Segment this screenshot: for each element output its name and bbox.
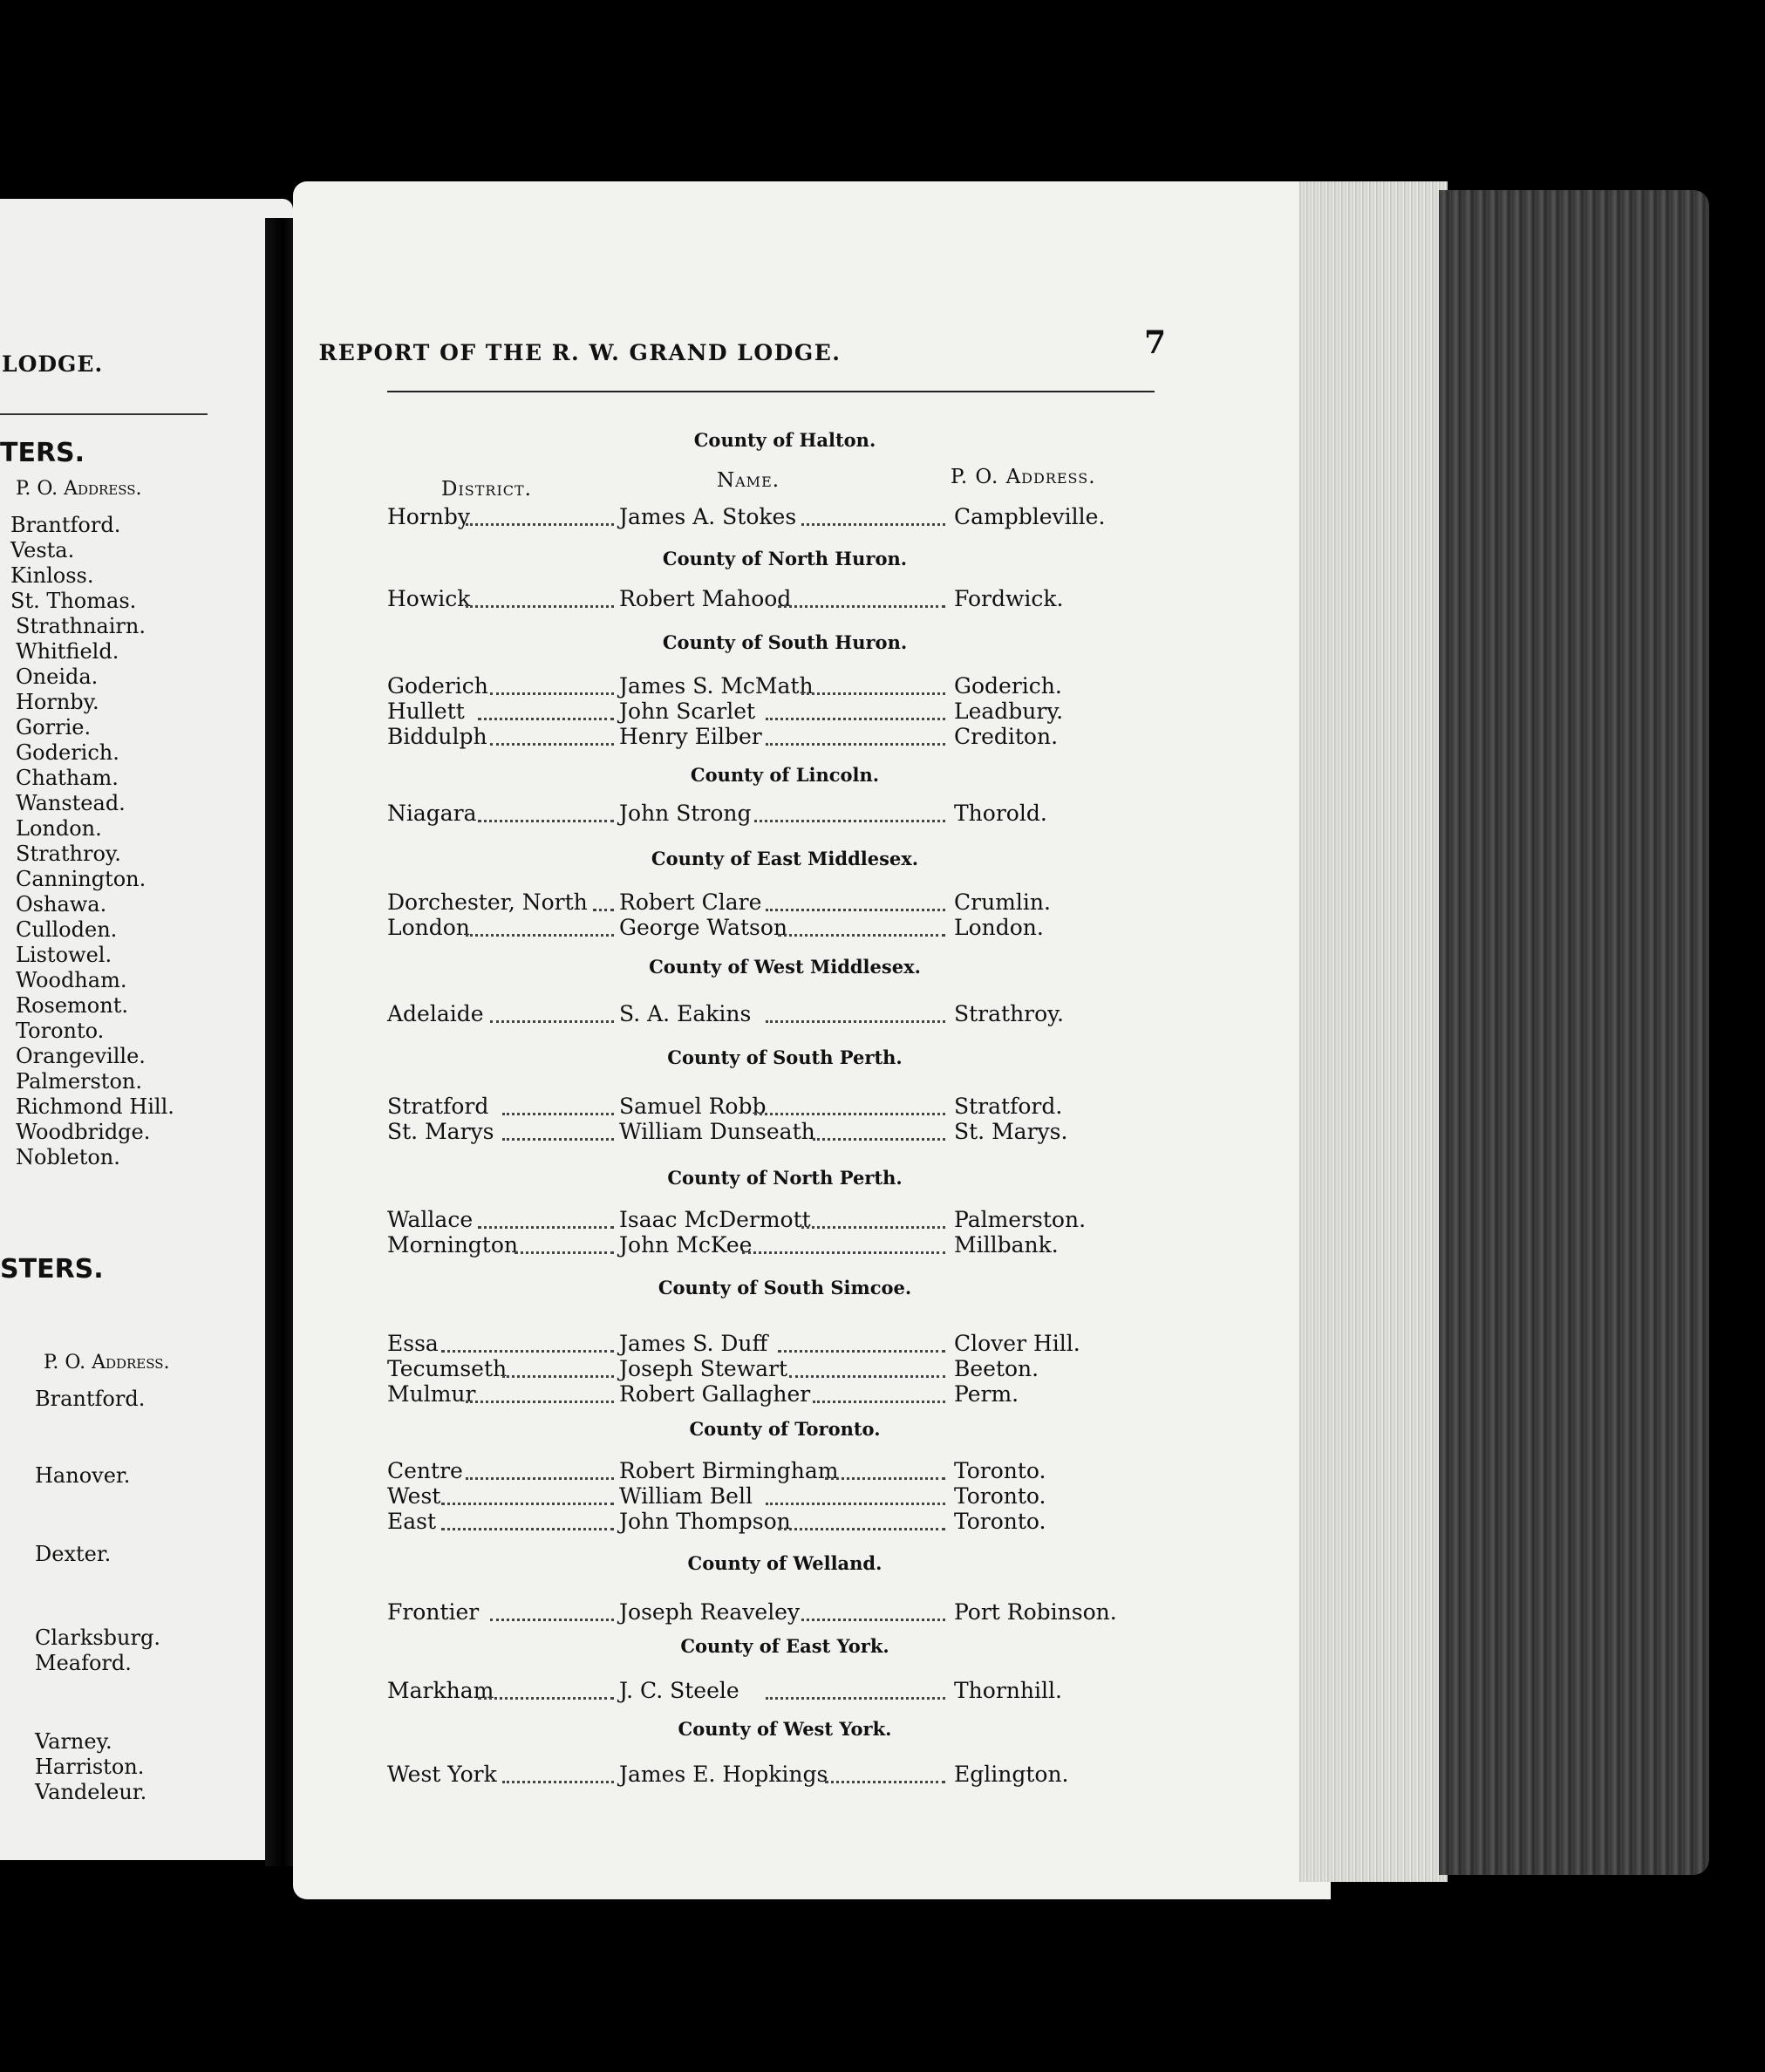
dot-leader: [478, 820, 614, 822]
district-cell: Tecumseth: [387, 1356, 508, 1381]
previous-page-running-head: LODGE.: [2, 351, 104, 377]
previous-page-address: St. Thomas.: [10, 589, 137, 613]
address-cell: Beeton.: [954, 1356, 1039, 1381]
county-heading: County of Halton.: [693, 429, 876, 451]
dot-leader: [502, 1781, 614, 1783]
district-cell: Frontier: [387, 1599, 480, 1625]
dot-leader: [441, 1503, 614, 1505]
address-cell: Thorold.: [954, 801, 1047, 826]
district-cell: Biddulph: [387, 724, 487, 749]
dot-leader: [813, 1401, 945, 1403]
district-cell: Mulmur: [387, 1381, 476, 1407]
dot-leader: [490, 743, 614, 746]
district-cell: West: [387, 1483, 441, 1509]
district-cell: Mornington: [387, 1232, 518, 1258]
district-cell: Essa: [387, 1331, 439, 1356]
previous-page-address: Cannington.: [16, 867, 147, 891]
address-cell: Crumlin.: [954, 889, 1051, 915]
name-cell: John McKee: [619, 1232, 753, 1258]
dot-leader: [801, 1619, 946, 1621]
county-heading: County of East Middlesex.: [651, 848, 919, 869]
address-cell: Palmerston.: [954, 1207, 1087, 1232]
district-cell: Markham: [387, 1678, 494, 1703]
previous-page-address: Hanover.: [35, 1463, 131, 1488]
district-cell: London: [387, 915, 470, 940]
county-heading: County of North Perth.: [667, 1167, 903, 1189]
dot-leader: [490, 692, 614, 695]
dot-leader: [825, 1781, 946, 1783]
page-edges: [1299, 181, 1448, 1882]
column-head-address: P. O. Address.: [951, 466, 1096, 488]
previous-page-address: Dexter.: [35, 1542, 112, 1566]
previous-page-column-head: P. O. Address.: [44, 1352, 170, 1373]
dot-leader: [466, 1401, 614, 1403]
running-head: REPORT OF THE R. W. GRAND LODGE.: [318, 340, 842, 365]
county-heading: County of East York.: [680, 1635, 889, 1657]
dot-leader: [825, 1477, 946, 1480]
previous-page-address: Vesta.: [10, 538, 75, 562]
address-cell: Toronto.: [954, 1458, 1046, 1483]
dot-leader: [502, 1113, 614, 1115]
county-heading: County of South Perth.: [667, 1046, 903, 1068]
name-cell: James S. McMath: [619, 673, 814, 699]
county-heading: County of West York.: [678, 1718, 892, 1740]
name-cell: Robert Mahood: [619, 586, 792, 611]
dot-leader: [593, 909, 614, 911]
previous-page-address: Woodham.: [16, 968, 127, 992]
name-cell: James S. Duff: [619, 1331, 768, 1356]
dot-leader: [813, 1138, 945, 1141]
previous-page-address: Toronto.: [16, 1019, 105, 1043]
previous-page-column-head: P. O. Address.: [16, 478, 142, 500]
previous-page-address: Wanstead.: [16, 791, 126, 815]
district-cell: East: [387, 1509, 437, 1534]
dot-leader: [778, 934, 946, 937]
dot-leader: [766, 1503, 945, 1505]
book-fore-edge: [1439, 190, 1709, 1875]
previous-page-address: Clarksburg.: [35, 1626, 160, 1650]
dot-leader: [766, 743, 945, 746]
district-cell: Niagara: [387, 801, 477, 826]
name-cell: Joseph Stewart: [619, 1356, 788, 1381]
page-number: 7: [1144, 324, 1167, 361]
address-cell: Toronto.: [954, 1483, 1046, 1509]
dot-leader: [466, 934, 614, 937]
previous-page-address: Goderich.: [16, 740, 119, 765]
address-cell: Clover Hill.: [954, 1331, 1080, 1356]
county-heading: County of North Huron.: [662, 548, 908, 569]
previous-page-address: Oneida.: [16, 665, 99, 689]
dot-leader: [778, 1528, 946, 1530]
address-cell: Stratford.: [954, 1094, 1063, 1119]
address-cell: Campbleville.: [954, 504, 1106, 529]
address-cell: St. Marys.: [954, 1119, 1068, 1144]
name-cell: George Watson: [619, 915, 787, 940]
column-head-district: District.: [441, 478, 532, 501]
previous-page-address: Hornby.: [16, 690, 99, 714]
district-cell: Goderich: [387, 673, 488, 699]
previous-page-address: Nobleton.: [16, 1145, 120, 1169]
county-heading: County of Welland.: [687, 1552, 882, 1574]
county-heading: County of West Middlesex.: [649, 956, 921, 978]
name-cell: William Dunseath: [619, 1119, 815, 1144]
name-cell: J. C. Steele: [619, 1678, 739, 1703]
previous-page-address: Brantford.: [35, 1387, 146, 1411]
dot-leader: [778, 605, 946, 608]
head-rule: [387, 391, 1155, 392]
name-cell: S. A. Eakins: [619, 1001, 752, 1026]
address-cell: Crediton.: [954, 724, 1059, 749]
dot-leader: [466, 1477, 614, 1480]
column-head-name: Name.: [717, 469, 780, 492]
previous-page-address: Woodbridge.: [16, 1120, 151, 1144]
dot-leader: [478, 1226, 614, 1229]
dot-leader: [466, 523, 614, 526]
address-cell: Leadbury.: [954, 699, 1064, 724]
dot-leader: [515, 1251, 614, 1254]
address-cell: Thornhill.: [954, 1678, 1062, 1703]
district-cell: Hullett: [387, 699, 465, 724]
address-cell: Port Robinson.: [954, 1599, 1117, 1625]
name-cell: Isaac McDermott: [619, 1207, 811, 1232]
previous-page-address: Rosemont.: [16, 993, 128, 1018]
previous-page-address: Vandeleur.: [35, 1780, 147, 1804]
dot-leader: [766, 718, 945, 720]
previous-page-address: Richmond Hill.: [16, 1094, 174, 1119]
dot-leader: [742, 1251, 945, 1254]
previous-page-address: Listowel.: [16, 943, 112, 967]
dot-leader: [766, 1697, 945, 1700]
name-cell: John Thompson: [619, 1509, 791, 1534]
county-heading: County of South Huron.: [662, 631, 908, 653]
dot-leader: [789, 1375, 945, 1378]
name-cell: Samuel Robb: [619, 1094, 767, 1119]
county-heading: County of South Simcoe.: [658, 1277, 912, 1298]
dot-leader: [490, 1020, 614, 1023]
previous-page-address: Orangeville.: [16, 1044, 146, 1068]
address-cell: Strathroy.: [954, 1001, 1064, 1026]
name-cell: Henry Eilber: [619, 724, 762, 749]
dot-leader: [466, 605, 614, 608]
previous-page-address: Culloden.: [16, 917, 118, 942]
address-cell: Eglington.: [954, 1762, 1069, 1787]
previous-page-address: Brantford.: [10, 513, 121, 537]
previous-page: [0, 199, 293, 1860]
previous-page-address: Chatham.: [16, 766, 119, 790]
previous-page-address: Whitfield.: [16, 639, 119, 664]
dot-leader: [801, 523, 946, 526]
name-cell: Robert Gallagher: [619, 1381, 811, 1407]
name-cell: Robert Clare: [619, 889, 762, 915]
district-cell: Adelaide: [387, 1001, 484, 1026]
previous-page-address: Oshawa.: [16, 892, 107, 917]
address-cell: Millbank.: [954, 1232, 1059, 1258]
dot-leader: [490, 1619, 614, 1621]
name-cell: James A. Stokes: [619, 504, 797, 529]
district-cell: Stratford: [387, 1094, 489, 1119]
dot-leader: [478, 1697, 614, 1700]
dot-leader: [441, 1350, 614, 1353]
name-cell: Joseph Reaveley: [619, 1599, 801, 1625]
previous-page-head-rule: [0, 413, 208, 415]
district-cell: Centre: [387, 1458, 463, 1483]
previous-page-address: Palmerston.: [16, 1069, 142, 1094]
county-heading: County of Lincoln.: [690, 764, 880, 786]
dot-leader: [754, 1113, 946, 1115]
address-cell: Toronto.: [954, 1509, 1046, 1534]
previous-page-address: Strathroy.: [16, 842, 121, 866]
district-cell: Wallace: [387, 1207, 474, 1232]
district-cell: Dorchester, North: [387, 889, 588, 915]
name-cell: William Bell: [619, 1483, 753, 1509]
name-cell: James E. Hopkings: [619, 1762, 828, 1787]
dot-leader: [478, 718, 614, 720]
dot-leader: [441, 1528, 614, 1530]
dot-leader: [766, 1020, 945, 1023]
dot-leader: [801, 692, 946, 695]
previous-page-address: Harriston.: [35, 1755, 145, 1779]
previous-page-section-heading: STERS.: [0, 1254, 104, 1285]
name-cell: John Strong: [619, 801, 752, 826]
district-cell: Hornby: [387, 504, 471, 529]
previous-page-address: Gorrie.: [16, 715, 92, 740]
dot-leader: [766, 909, 945, 911]
dot-leader: [778, 1350, 946, 1353]
address-cell: Goderich.: [954, 673, 1062, 699]
name-cell: Robert Birmingham: [619, 1458, 839, 1483]
district-cell: St. Marys: [387, 1119, 494, 1144]
address-cell: London.: [954, 915, 1044, 940]
previous-page-address: Varney.: [35, 1729, 112, 1754]
district-cell: West York: [387, 1762, 497, 1787]
dot-leader: [801, 1226, 946, 1229]
name-cell: John Scarlet: [619, 699, 756, 724]
previous-page-section-heading: TERS.: [0, 438, 85, 468]
previous-page-address: Kinloss.: [10, 563, 94, 588]
dot-leader: [502, 1138, 614, 1141]
previous-page-address: Strathnairn.: [16, 614, 146, 638]
district-cell: Howick: [387, 586, 471, 611]
address-cell: Fordwick.: [954, 586, 1064, 611]
address-cell: Perm.: [954, 1381, 1019, 1407]
previous-page-address: Meaford.: [35, 1651, 132, 1675]
previous-page-address: London.: [16, 816, 102, 841]
dot-leader: [754, 820, 946, 822]
county-heading: County of Toronto.: [689, 1418, 881, 1440]
dot-leader: [502, 1375, 614, 1378]
